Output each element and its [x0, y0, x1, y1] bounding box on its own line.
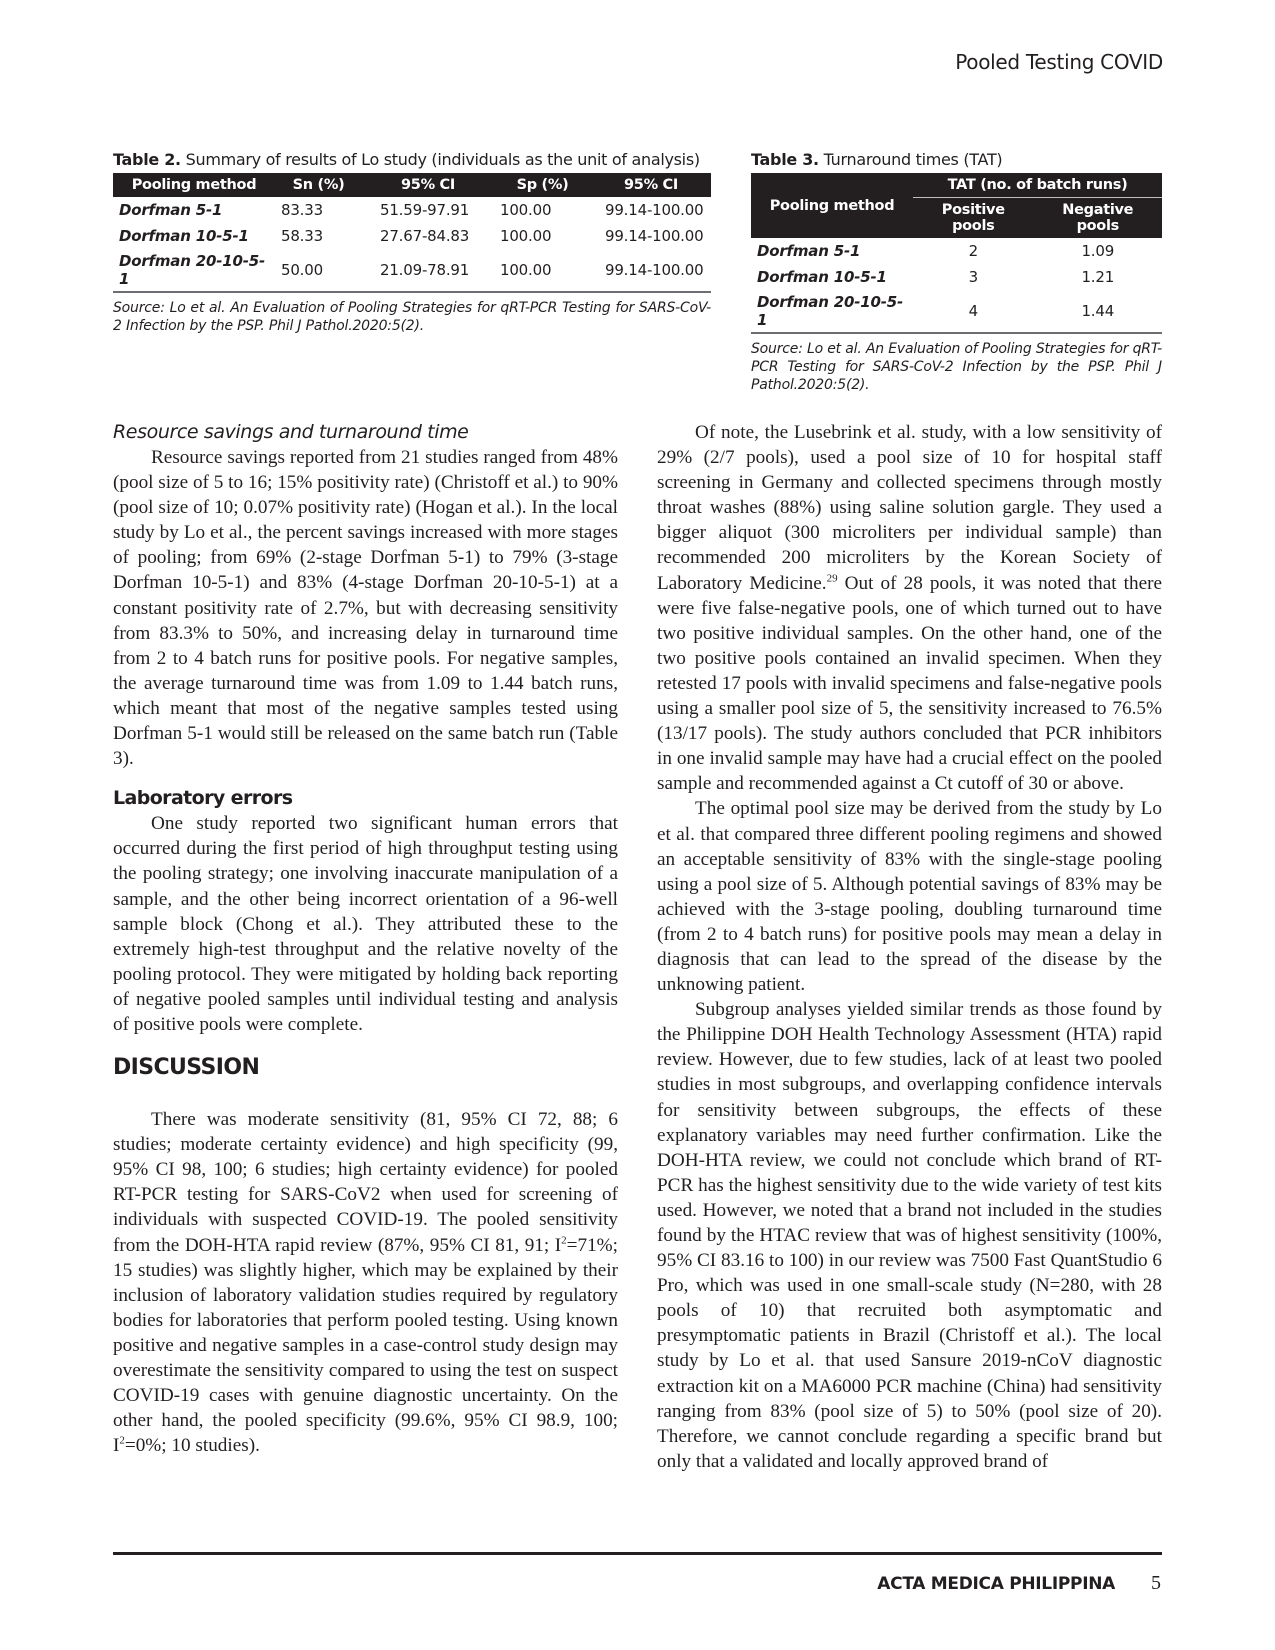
text-run: Of note, the Lusebrink et al. study, with a low sensitivity of 29% (2/7 pools), used a pool size of 10 for hospital staff screening in Germany and collected specimens through mostly throat washes (88%) using saline solution gargle. They used a bigger aliquot (300 microliters per individual sample) than recommended 200 microliters by the Korean Society of Laboratory Medicine. [657, 422, 1162, 594]
cell-sn: 58.33 [281, 227, 323, 245]
table-2-title: Summary of results of Lo study (individuals as the unit of analysis) [185, 150, 700, 169]
column-header-method: Pooling method [751, 173, 913, 238]
cell-sn-ci: 27.67-84.83 [380, 227, 470, 245]
cell-method: Dorfman 5-1 [757, 242, 861, 260]
footer-divider [113, 1552, 1162, 1555]
text-run: =71%; 15 studies) was slightly higher, which may be explained by their inclusion of laboratory validation studies required by regulatory bodies for laboratories that perform pooled testing. Using known positive and negative samples in a case-control study design may overestimate the sensitivity compared to using the test on suspect COVID-19 cases with genuine diagnostic uncertainty. On the other hand, the pooled specificity (99.6%, 95% CI 98.9, 100; I [113, 1234, 618, 1457]
paragraph-discussion [113, 1107, 618, 1458]
paragraph-laboratory-errors: One study reported two significant human errors that occurred during the first period of high throughput testing using the pooling strategy; one involving inaccurate manipulation of a sample, and the other being incorrect orientation of a 96-well sample block (Chong et al.). They attributed these to the extremely high-test throughput and the relative novelty of the pooling protocol. They were mitigated by holding back reporting of negative pooled samples until individual testing and analysis of positive pools were complete. [113, 813, 618, 1035]
cell-negative: 1.21 [1081, 268, 1115, 286]
cell-positive: 3 [968, 268, 978, 286]
table-2 [113, 150, 711, 335]
table-3-label: Table 3. [751, 150, 819, 169]
cell-sn: 50.00 [275, 249, 362, 292]
heading-laboratory-errors: Laboratory errors [113, 787, 293, 810]
page-number: 5 [1151, 1572, 1161, 1594]
table-3-title: Turnaround times (TAT) [823, 150, 1003, 169]
column-header-group: TAT (no. of batch runs) [913, 173, 1162, 198]
right-column [657, 420, 1162, 1474]
table-2-grid [113, 173, 711, 293]
table-row [113, 223, 711, 249]
table-2-caption [113, 150, 711, 169]
left-column [113, 420, 618, 1458]
column-header: Sp (%) [494, 173, 591, 197]
cell-negative: 1.09 [1081, 242, 1115, 260]
table-row [113, 249, 711, 292]
paragraph-subgroup-analyses: Subgroup analyses yielded similar trends as those found by the Philippine DOH Health Technology Assessment (HTA) rapid review. However, due to few studies, lack of at least two pooled studies in most subgroups, and overlapping confidence intervals for sensitivity between subgroups, the effects of these explanatory variables may need further confirmation. Like the DOH-HTA review, we could not conclude which brand of RT-PCR has the highest sensitivity due to the wide variety of test kits used. However, we noted that a brand not included in the studies found by the HTAC review that was of highest sensitivity (100%, 95% CI 83.16 to 100) in our review was 7500 Fast QuantStudio 6 Pro, which was used in one small-scale study (N=280, with 28 pools of 10) that recruited both asymptomatic and presymptomatic patients in Brazil (Christoff et al.). The local study by Lo et al. that used Sansure 2019-nCoV diagnostic extraction kit on a MA6000 PCR machine (China) had sensitivity ranging from 83% (pool size of 5) to 50% (pool size of 20). Therefore, we cannot conclude regarding a specific brand but only that a validated and locally approved brand of [657, 999, 1162, 1472]
superscript: 2 [561, 1234, 567, 1247]
cell-method: Dorfman 20-10-5-1 [751, 290, 913, 333]
cell-method: Dorfman 10-5-1 [119, 227, 249, 245]
column-header: Sn (%) [275, 173, 362, 197]
cell-method: Dorfman 10-5-1 [757, 268, 887, 286]
paragraph-resource-savings: Resource savings reported from 21 studies ranged from 48% (pool size of 5 to 16; 15% positivity rate) (Christoff et al.) to 90% (pool size of 10; 0.07% positivity rate) (Hogan et al.). In the local study by Lo et al., the percent savings increased with more stages of pooling; from 69% (2-stage Dorfman 5-1) to 79% (3-stage Dorfman 10-5-1) and 83% (4-stage Dorfman 20-10-5-1) at a constant positivity rate of 2.7%, but with decreasing sensitivity from 83.3% to 50%, and increasing delay in turnaround time from 2 to 4 batch runs for positive pools. For negative samples, the average turnaround time was from 1.09 to 1.44 batch runs, which meant that most of the negative samples tested using Dorfman 5-1 would still be released on the same batch run (Table 3). [113, 447, 618, 770]
table-header-row [751, 173, 1162, 198]
heading-discussion: DISCUSSION [113, 1055, 260, 1081]
running-title: Pooled Testing COVID [955, 50, 1163, 74]
cell-sp-ci: 99.14-100.00 [605, 201, 704, 219]
table-row [751, 264, 1162, 290]
cell-sp-ci: 99.14-100.00 [591, 249, 711, 292]
table-3-source: Source: Lo et al. An Evaluation of Pooling Strategies for qRT-PCR Testing for SARS-CoV-2 Infection by the PSP. Phil J Pathol.2020:5(2). [751, 341, 1162, 393]
superscript: 2 [119, 1434, 125, 1447]
paragraph-lusebrink [657, 420, 1162, 796]
cell-method: Dorfman 5-1 [119, 201, 223, 219]
table-header-row [113, 173, 711, 197]
column-header: 95% CI [591, 173, 711, 197]
table-2-label: Table 2. [113, 150, 181, 169]
column-header-positive: Positive pools [913, 198, 1034, 239]
table-row [751, 290, 1162, 333]
cell-sp: 100.00 [500, 201, 552, 219]
column-header-negative: Negative pools [1034, 198, 1162, 239]
cell-positive: 2 [968, 242, 978, 260]
column-header: Pooling method [113, 173, 275, 197]
cell-method: Dorfman 20-10-5-1 [113, 249, 275, 292]
cell-sp: 100.00 [500, 227, 552, 245]
cell-sn-ci: 51.59-97.91 [380, 201, 470, 219]
table-3-caption [751, 150, 1162, 169]
cell-positive: 4 [913, 290, 1034, 333]
text-run: Out of 28 pools, it was noted that there were five false-negative pools, one of which turned out to have two positive individual samples. On the other hand, one of the two positive pools contained an invalid specimen. When they retested 17 pools with invalid specimens and false-negative pools using a smaller pool size of 5, the sensitivity increased to 76.5% (13/17 pools). The study authors concluded that PCR inhibitors in one invalid sample may have had a crucial effect on the pooled sample and recommended against a Ct cutoff of 30 or above. [657, 572, 1163, 795]
column-header: 95% CI [362, 173, 494, 197]
cell-sn-ci: 21.09-78.91 [362, 249, 494, 292]
cell-negative: 1.44 [1034, 290, 1162, 333]
text-run: There was moderate sensitivity (81, 95% CI 72, 88; 6 studies; moderate certainty evidence) and high specificity (99, 95% CI 98, 100; 6 studies; high certainty evidence) for pooled RT-PCR testing for SARS-CoV2 when used for screening of individuals with suspected COVID-19. The pooled sensitivity from the DOH-HTA rapid review (87%, 95% CI 81, 91; I [113, 1109, 618, 1256]
table-2-source: Source: Lo et al. An Evaluation of Pooling Strategies for qRT-PCR Testing for SARS-CoV-2 Infection by the PSP. Phil J Pathol.2020:5(2). [113, 300, 711, 334]
cell-sp-ci: 99.14-100.00 [605, 227, 704, 245]
reference-superscript: 29 [826, 572, 838, 585]
heading-resource-savings: Resource savings and turnaround time [113, 421, 469, 443]
paragraph-optimal-pool-size: The optimal pool size may be derived from the study by Lo et al. that compared three different pooling regimens and showed an acceptable sensitivity of 83% with the single-stage pooling using a pool size of 5. Although potential savings of 83% may be achieved with the 3-stage pooling, doubling turnaround time (from 2 to 4 batch runs) for positive pools may mean a delay in diagnosis that can lead to the spread of the disease by the unknowing patient. [657, 798, 1162, 996]
footer-journal-name: ACTA MEDICA PHILIPPINA [877, 1574, 1115, 1594]
cell-sp: 100.00 [494, 249, 591, 292]
table-row [751, 238, 1162, 264]
table-row [113, 197, 711, 223]
text-run: =0%; 10 studies). [124, 1435, 260, 1457]
table-3-grid [751, 173, 1162, 334]
table-3 [751, 150, 1162, 394]
cell-sn: 83.33 [281, 201, 323, 219]
